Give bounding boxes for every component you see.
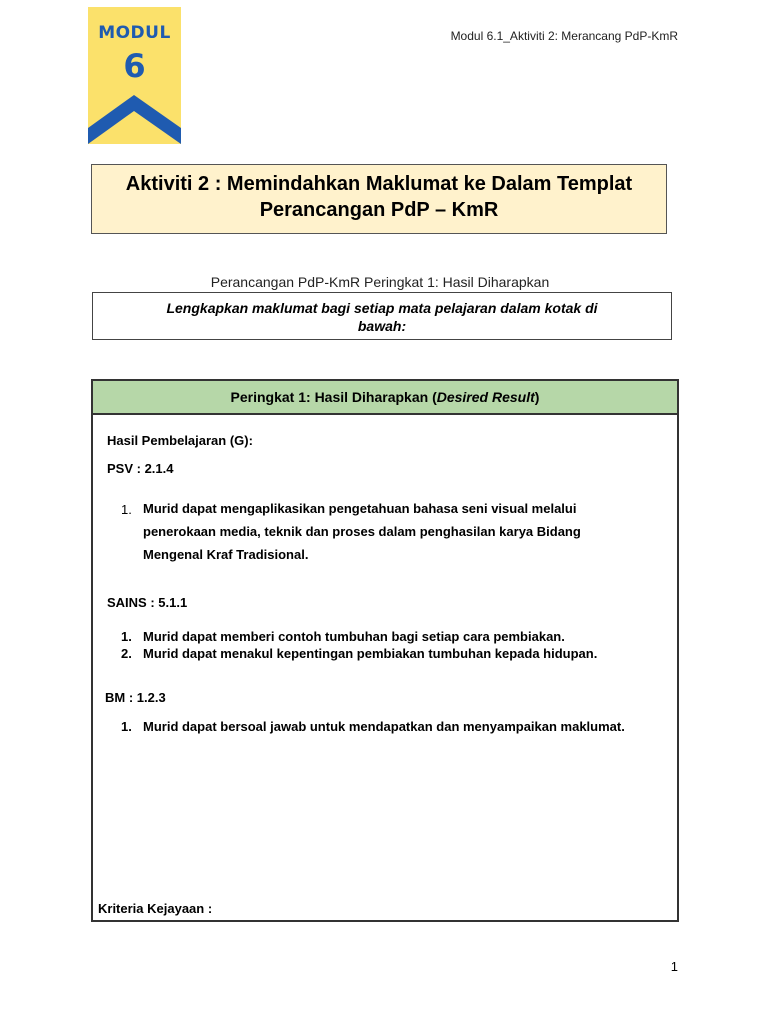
module-badge-number: 6: [123, 47, 146, 85]
instruction-box: [92, 292, 672, 340]
psv-item-number: 1.: [121, 502, 132, 517]
psv-item-text: [143, 497, 581, 566]
section-subtitle: Perancangan PdP-KmR Peringkat 1: Hasil Diharapkan: [210, 274, 550, 290]
activity-title-line-1: Aktiviti 2 : Memindahkan Maklumat ke Dalam Templat: [125, 173, 633, 195]
desired-result-header: [93, 381, 677, 415]
sains-item-1-number: 1.: [121, 629, 132, 644]
bm-item-1-number: 1.: [121, 719, 132, 734]
module-badge-title: MODUL: [98, 23, 171, 43]
header-prefix: Peringkat 1: Hasil Diharapkan (: [230, 389, 437, 405]
sains-label: SAINS : 5.1.1: [107, 595, 188, 610]
chevron-up-icon: [88, 95, 181, 144]
module-badge: [88, 7, 181, 144]
sains-item-1-text: Murid dapat memberi contoh tumbuhan bagi setiap cara pembiakan.: [143, 629, 565, 644]
psv-label: PSV : 2.1.4: [107, 461, 174, 476]
psv-item-line-1: Murid dapat mengaplikasikan pengetahuan bahasa seni visual melalui: [143, 501, 577, 516]
instruction-line-1: Lengkapkan maklumat bagi setiap mata pelajaran dalam kotak di: [166, 300, 598, 316]
learning-outcome-label: Hasil Pembelajaran (G):: [107, 433, 253, 448]
instruction-line-2: bawah:: [357, 318, 407, 334]
header-suffix: ): [534, 389, 540, 405]
activity-title-box: [91, 164, 667, 234]
bm-label: BM : 1.2.3: [105, 690, 166, 705]
activity-title-line-2: Perancangan PdP – KmR: [259, 199, 499, 221]
sains-item-2-text: Murid dapat menakul kepentingan pembiakan tumbuhan kepada hidupan.: [143, 646, 598, 661]
success-criteria-label: Kriteria Kejayaan :: [98, 901, 213, 916]
psv-item-line-2: penerokaan media, teknik dan proses dalam penghasilan karya Bidang: [143, 524, 581, 539]
psv-item-line-3: Mengenal Kraf Tradisional.: [143, 547, 309, 562]
bm-item-1-text: Murid dapat bersoal jawab untuk mendapatkan dan menyampaikan maklumat.: [143, 719, 625, 734]
desired-result-table: [91, 379, 679, 922]
header-italic: Desired Result: [436, 389, 535, 405]
sains-item-2-number: 2.: [121, 646, 132, 661]
page-number: 1: [670, 959, 678, 974]
document-header: Modul 6.1_Aktiviti 2: Merancang PdP-KmR: [450, 29, 678, 43]
